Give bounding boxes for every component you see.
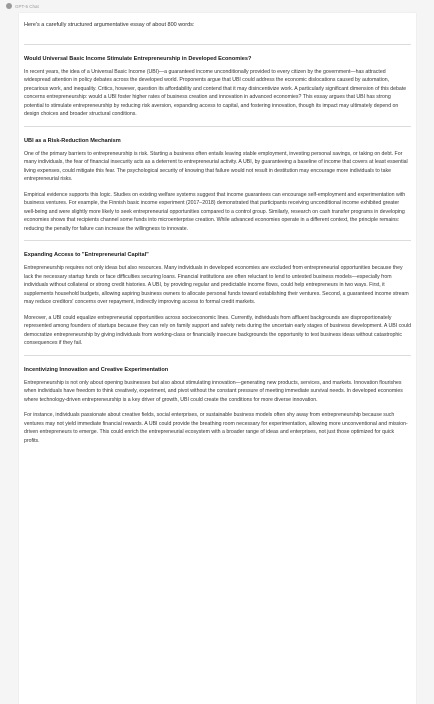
essay-section-innovation <box>24 355 411 446</box>
paragraph: Entrepreneurship is not only about opening businesses but also about stimulating innovation—generating new products, services, and markets. Innovation flourishes when individuals have freedom to think creatively, experiment, and pivot without the constant pressure of meeting immediate survival needs. In developed economies where technology-driven entrepreneurship is a key driver of growth, UBI could create the conditions for more diverse innovation. <box>24 379 403 403</box>
assistant-logo-icon <box>6 3 12 9</box>
section-divider <box>24 355 411 356</box>
message-content <box>19 13 416 445</box>
paragraph: For instance, individuals passionate about creative fields, social enterprises, or sustainable business models often shy away from entrepreneurship because such ventures may not yield immediate financial rewards. A UBI could provide the breathing room necessary for experimentation, allowing more unconventional and mission-driven entrepreneurs to emerge. This could enrich the entrepreneurial ecosystem with a broader range of ideas and enterprises, not just those optimized for quick profits. <box>24 412 408 444</box>
intro-text: Here's a carefully structured argumentative essay of about 800 words: <box>24 22 195 28</box>
essay-section-risk <box>24 126 411 234</box>
paragraph: Entrepreneurship requires not only ideas but also resources. Many individuals in developed economies are excluded from entrepreneurial opportunities because they lack the necessary startup funds or face difficulties securing loans. Financial institutions are often reluctant to lend to untested business models—especially from individuals without collateral or strong credit histories. A UBI, by providing regular and predictable income flows, could help entrepreneurs in two ways. First, it supplements household budgets, allowing aspiring business owners to allocate personal funds toward establishing their ventures. Second, a guaranteed income stream may reduce creditors' concerns over repayment, indirectly improving access to formal credit markets. <box>24 265 409 305</box>
section-heading: Expanding Access to "Entrepreneurial Capital" <box>24 252 149 258</box>
section-heading: Would Universal Basic Income Stimulate Entrepreneurship in Developed Economies? <box>24 55 252 62</box>
essay-section-intro <box>24 44 411 119</box>
section-divider <box>24 240 411 241</box>
section-divider <box>24 44 411 45</box>
top-bar <box>0 0 434 12</box>
section-heading: Incentivizing Innovation and Creative Experimentation <box>24 366 169 373</box>
paragraph: Empirical evidence supports this logic. Studies on existing welfare systems suggest that income guarantees can encourage self-employment and experimentation with business ventures. For example, the Finnish basic income experiment (2017–2018) demonstrated that participants receiving unconditional income exhibited greater well-being and were slightly more likely to seek entrepreneurial opportunities compared to a control group. Similarly, research on cash transfer programs in developing economies shows that recipients channel some funds into microenterprise creation. While advanced economies operate in a different context, the principle remains: reducing the penalty for failure can increase the willingness to innovate. <box>24 191 406 232</box>
paragraph: One of the primary barriers to entrepreneurship is risk. Starting a business often entails leaving stable employment, investing personal savings, or taking on debt. For many individuals, the fear of financial insecurity acts as a deterrent to entrepreneurial activity. A UBI, by guaranteeing a baseline of income that covers at least essential living expenses, could mitigate this fear. The psychological security of knowing that failure would not result in destitution may encourage more individuals to take entrepreneurial risks. <box>24 150 408 182</box>
section-divider <box>24 126 411 127</box>
section-heading: UBI as a Risk-Reduction Mechanism <box>24 137 121 144</box>
paragraph: Moreover, a UBI could equalize entrepreneurial opportunities across socioeconomic lines. Currently, individuals from affluent backgrounds are disproportionately represented among founders of startups because they can rely on family support and safety nets during the uncertain early stages of business development. A UBI could democratize entrepreneurship by giving individuals from working-class or financially insecure backgrounds the opportunity to test business ideas without catastrophic consequences if they fail. <box>24 314 411 346</box>
essay-section-capital <box>24 240 411 348</box>
chat-title: GPT-5 Chat <box>15 3 39 9</box>
paragraph: In recent years, the idea of a Universal Basic Income (UBI)—a guaranteed income unconditionally provided to every citizen by the government—has attracted widespread attention in policy debates across the developed world. Proponents argue that UBI could address the economic dislocations caused by automation, precarious work, and inequality. Critics, however, question its affordability and contend that it may disincentivize work. A particularly significant dimension of this debate concerns entrepreneurship: would a UBI foster higher rates of business creation and innovation in advanced economies? This essay argues that UBI has strong potential to stimulate entrepreneurship by reducing risk aversion, expanding access to capital, and fostering innovation, though its impact may ultimately depend on design choices and broader structural conditions. <box>24 68 407 117</box>
assistant-message <box>19 13 416 704</box>
